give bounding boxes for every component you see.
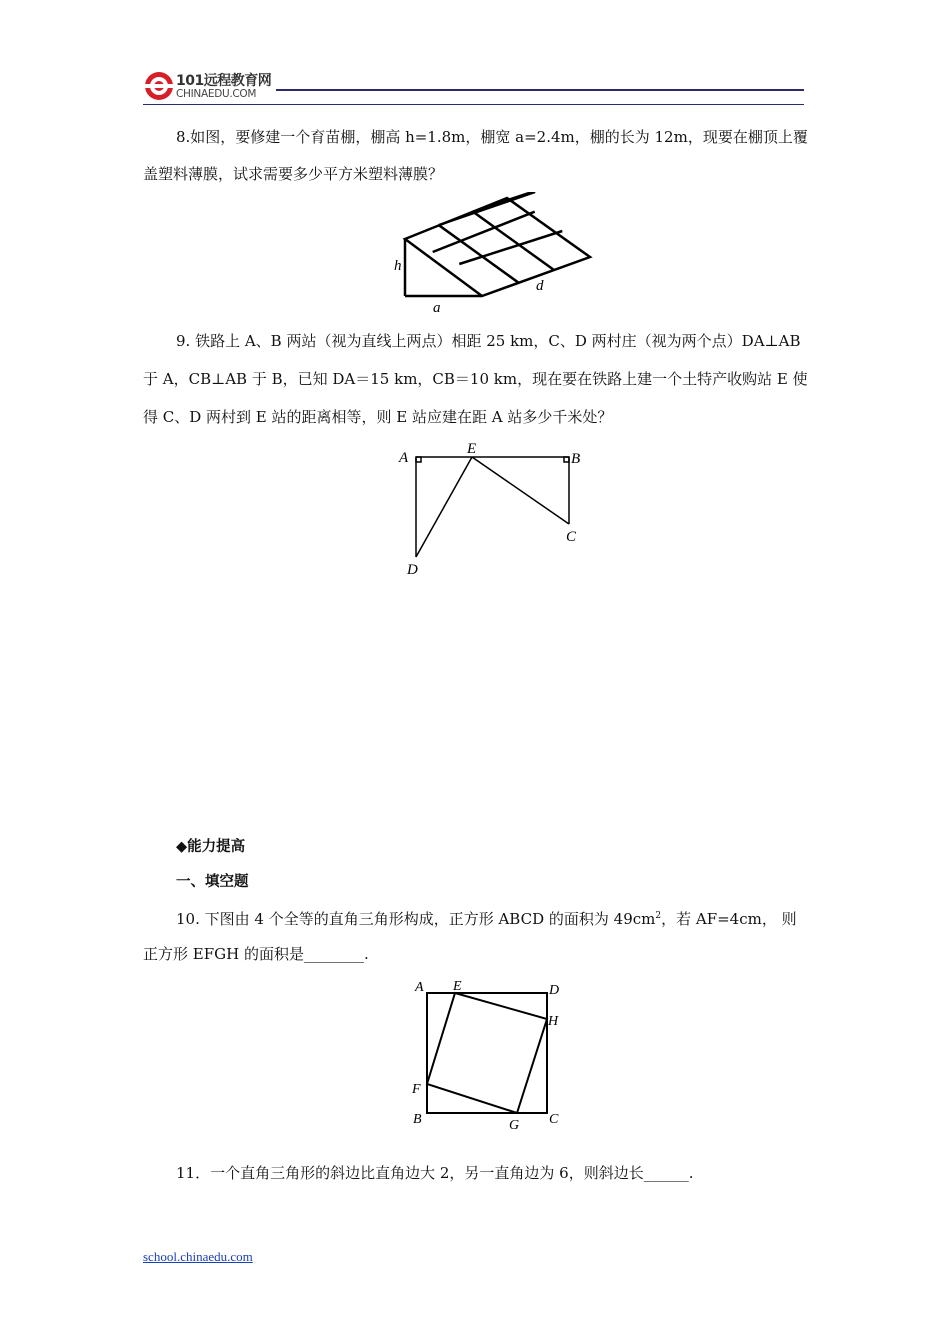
q10-line-2: 正方形 EFGH 的面积是________. — [143, 945, 369, 963]
label-D: D — [549, 983, 560, 998]
header-underline — [143, 104, 804, 105]
label-G: G — [509, 1118, 520, 1133]
q8-line-2: 盖塑料薄膜，试求需要多少平方米塑料薄膜？ — [143, 165, 444, 183]
q11-line-1: 11．一个直角三角形的斜边比直角边大 2，另一直角边为 6，则斜边长______. — [176, 1164, 694, 1182]
label-H: H — [548, 1014, 559, 1029]
label-C: C — [566, 529, 577, 545]
q9-line-1: 9. 铁路上 A、B 两站（视为直线上两点）相距 25 km，C、D 两村庄（视为两个点）DA⊥AB — [176, 332, 801, 350]
q10-superscript: 2 — [655, 911, 662, 921]
q9-line-2: 于 A，CB⊥AB 于 B，已知 DA＝15 km，CB＝10 km，现在要在铁路上建一个土特产收购站 E 使 — [143, 370, 808, 388]
label-d: d — [536, 278, 544, 294]
q8-line-1: 8.如图，要修建一个育苗棚，棚高 h=1.8m，棚宽 a=2.4m，棚的长为 12m，现要在棚顶上覆 — [176, 128, 808, 146]
label-B: B — [571, 451, 581, 467]
header-rule — [276, 89, 804, 91]
label-B: B — [413, 1112, 422, 1127]
section-title: ◆能力提高 — [176, 839, 246, 855]
section-subtitle: 一、填空题 — [176, 874, 249, 890]
logo-text-en: CHINAEDU.COM — [176, 88, 257, 100]
footer-link[interactable]: school.chinaedu.com — [143, 1249, 253, 1264]
q9-line-3: 得 C、D 两村到 E 站的距离相等，则 E 站应建在距 A 站多少千米处？ — [143, 408, 613, 426]
q10-line-1: 10. 下图由 4 个全等的直角三角形构成，正方形 ABCD 的面积为 $49cm^2$，若 AF=4cm， 则 — [176, 910, 797, 928]
label-A: A — [415, 980, 424, 995]
railway-figure — [395, 435, 595, 580]
label-a: a — [433, 300, 441, 314]
label-E: E — [467, 441, 477, 457]
label-F: F — [412, 1082, 421, 1097]
label-E: E — [453, 979, 462, 994]
greenhouse-figure — [390, 192, 600, 314]
label-D: D — [407, 562, 418, 578]
label-h: h — [394, 258, 402, 274]
label-C: C — [549, 1112, 559, 1127]
square-figure — [405, 972, 575, 1134]
logo-text-cn: 101远程教育网 — [176, 73, 272, 89]
label-A: A — [399, 450, 409, 466]
